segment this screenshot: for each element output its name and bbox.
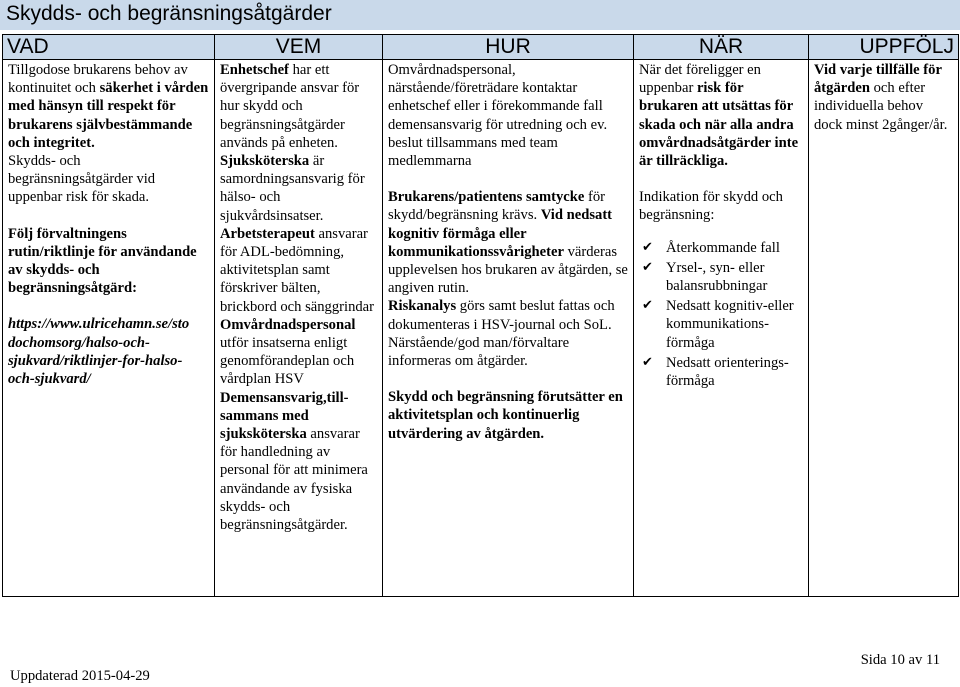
hur-consent: Brukarens/patientens samtycke för skydd/begränsning krävs. Vid nedsatt kognitiv förmåga eller kommunikationssvårigheter värderas upplevelsen hos brukaren av åtgärden, se angiven rutin. [388, 189, 628, 297]
header-uppfoljning: UPPFÖLJ [809, 35, 959, 60]
vad-routine: Följ förvaltningens rutin/riktlinje för användande av skydds- och begränsningsåtgärd: [8, 225, 197, 297]
checkmark-icon: ✔ [642, 354, 653, 370]
indication-list [639, 239, 803, 391]
cell-vem [215, 60, 383, 597]
hur-contact: Omvårdnadspersonal, närstående/företrädare kontaktar enhetschef eller i förekommande fall demensansvarig för utredning och ev. beslut tillsammans med team medlemmarna [388, 62, 608, 170]
vem-arbetsterapeut: Arbetsterapeut ansvarar för ADL-bedömning, aktivitetsplan samt förskriver bälten, brickbord och sänggrindar [220, 225, 374, 315]
vem-omvardnadspersonal: Omvårdnadspersonal utför insatserna enligt genomförandeplan och vårdplan HSV [220, 316, 356, 388]
checkmark-icon: ✔ [642, 298, 653, 314]
nar-indication-heading: Indikation för skydd och begränsning: [639, 189, 783, 224]
list-item: ✔ Återkommande fall [642, 239, 780, 256]
vad-goal: Tillgodose brukarens behov av kontinuitet och säkerhet i vården med hänsyn till respekt för brukarens självbestämmande och integritet. [8, 62, 209, 151]
header-vad: VAD [3, 35, 215, 60]
list-item: ✔ Yrsel-, syn- eller balansrubbningar [642, 259, 768, 295]
header-hur: HUR [383, 35, 634, 60]
header-nar: NÄR [634, 35, 809, 60]
footer-updated: Uppdaterad 2015-04-29 [10, 668, 150, 684]
vem-sjukskoterska: Sjuksköterska är samordningsansvarig för hälso- och sjukvårdsinsatser. [220, 153, 365, 224]
uppfoljning-text: Vid varje tillfälle för åtgärden och efter individuella behov dock minst 2gånger/år. [814, 62, 948, 133]
content-row [3, 60, 959, 597]
routine-link[interactable]: https://www.ulricehamn.se/sto dochomsorg/halso-och-sjukvard/riktlinjer-for-halso-och-sjukvard/ [8, 316, 190, 388]
hur-risk-analysis: Riskanalys görs samt beslut fattas och dokumenteras i HSV-journal och SoL. [388, 298, 615, 333]
header-row [3, 35, 959, 60]
list-item: ✔ Nedsatt kognitiv-eller kommunikations-förmåga [642, 298, 794, 351]
hur-prerequisite: Skydd och begränsning förutsätter en aktivitetsplan och kontinuerlig utvärdering av åtgärden. [388, 389, 623, 442]
title-bar [0, 0, 960, 30]
header-vem: VEM [215, 35, 383, 60]
cell-nar [634, 60, 809, 597]
nar-when: När det föreligger en uppenbar risk för brukaren att utsättas för skada och när alla andra omvårdnadsåtgärder inte är tillräckliga. [639, 62, 799, 170]
page-title: Skydds- och begränsningsåtgärder [6, 2, 332, 25]
footer-page-number: Sida 10 av 11 [860, 652, 940, 668]
checkmark-icon: ✔ [642, 259, 653, 275]
vem-enhetschef: Enhetschef har ett övergripande ansvar för hur skydd och begränsningsåtgärder används på enheten. [220, 62, 360, 151]
cell-uppfoljning [809, 60, 959, 597]
vem-demensansvarig: Demensansvarig,till-sammans med sjuksköterska ansvarar för handledning av personal för att minimera användande av fysiska skydds- och begränsningsåtgärder. [220, 389, 368, 534]
checkmark-icon: ✔ [642, 239, 653, 255]
vad-risk: Skydds- och begränsningsåtgärder vid uppenbar risk för skada. [8, 153, 156, 206]
hur-inform: Närstående/god man/förvaltare informeras om åtgärder. [388, 334, 570, 370]
cell-hur [383, 60, 634, 597]
cell-vad [3, 60, 215, 597]
list-item: ✔ Nedsatt orienterings-förmåga [642, 354, 789, 390]
measures-table [2, 34, 959, 597]
